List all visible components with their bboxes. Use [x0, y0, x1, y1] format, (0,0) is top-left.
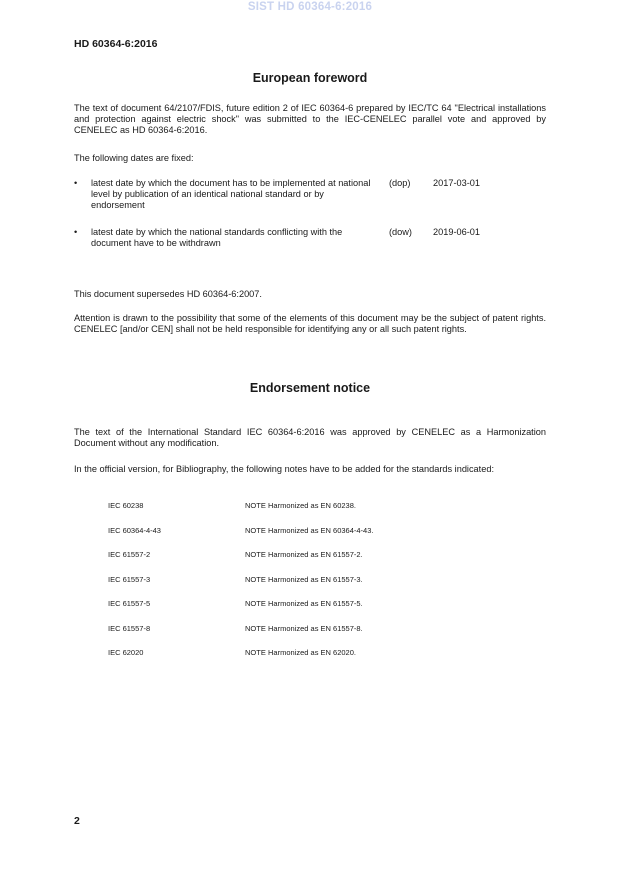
- note-label: NOTE: [245, 648, 266, 657]
- date-item-abbr: (dow): [389, 227, 412, 237]
- note-text: Harmonized as EN 61557-2.: [268, 550, 363, 559]
- note-text: Harmonized as EN 61557-8.: [268, 623, 363, 633]
- document-id: HD 60364-6:2016: [74, 38, 158, 50]
- note-row: [108, 648, 508, 673]
- note-label: NOTE: [245, 599, 266, 608]
- date-item-text: latest date by which the national standards conflicting with the document have to be withdrawn: [91, 227, 343, 248]
- note-row: [108, 501, 508, 526]
- note-standard: IEC 60364-4-43: [108, 525, 161, 535]
- notes-intro: In the official version, for Bibliography, the following notes have to be added for the standards indicated:: [74, 464, 494, 474]
- foreword-intro: The text of document 64/2107/FDIS, future edition 2 of IEC 60364-6 prepared by IEC/TC 64 "Electrical installations and protection against electric shock" was submitted to the IEC-CENELEC parallel vote and approved by CENELEC as HD 60364-6:2016.: [74, 103, 546, 135]
- date-item-date: 2017-03-01: [433, 178, 480, 188]
- notes-list: [108, 501, 508, 673]
- note-text: Harmonized as EN 61557-5.: [268, 599, 363, 608]
- note-standard: IEC 62020: [108, 648, 144, 657]
- foreword-title: European foreword: [252, 71, 368, 85]
- note-row: [108, 624, 508, 649]
- note-label: NOTE: [245, 525, 266, 535]
- note-standard: IEC 60238: [108, 501, 144, 510]
- note-text: Harmonized as EN 60364-4-43.: [268, 525, 374, 535]
- endorsement-text: The text of the International Standard IEC 60364-6:2016 was approved by CENELEC as a Harmonization Document without any modification.: [74, 427, 546, 448]
- note-row: [108, 550, 508, 575]
- page-number: 2: [74, 815, 80, 827]
- note-text: Harmonized as EN 61557-3.: [268, 574, 363, 584]
- supersedes-text: This document supersedes HD 60364-6:2007.: [74, 289, 262, 299]
- date-item-abbr: (dop): [389, 178, 411, 188]
- note-row: [108, 575, 508, 600]
- note-standard: IEC 61557-3: [108, 574, 151, 584]
- note-label: NOTE: [245, 501, 266, 510]
- note-standard: IEC 61557-8: [108, 623, 151, 633]
- note-row: [108, 599, 508, 624]
- date-item-text: latest date by which the document has to be implemented at national level by publication of an identical national standard or by endorsement: [91, 178, 371, 210]
- patent-text: Attention is drawn to the possibility that some of the elements of this document may be the subject of patent rights. CENELEC [and/or CEN] shall not be held responsible for identifying any or all such patent rights.: [74, 313, 546, 334]
- bullet-icon: •: [74, 227, 78, 237]
- endorsement-title: Endorsement notice: [249, 381, 371, 395]
- bullet-icon: •: [74, 178, 78, 188]
- dates-intro: The following dates are fixed:: [74, 153, 194, 163]
- watermark: SIST HD 60364-6:2016: [247, 1, 373, 13]
- note-row: [108, 526, 508, 551]
- note-standard: IEC 61557-5: [108, 599, 151, 608]
- note-standard: IEC 61557-2: [108, 550, 151, 559]
- note-text: Harmonized as EN 60238.: [268, 501, 356, 510]
- date-item-date: 2019-06-01: [433, 227, 480, 237]
- note-label: NOTE: [245, 574, 266, 584]
- note-label: NOTE: [245, 550, 266, 559]
- note-text: Harmonized as EN 62020.: [268, 648, 356, 657]
- note-label: NOTE: [245, 623, 266, 633]
